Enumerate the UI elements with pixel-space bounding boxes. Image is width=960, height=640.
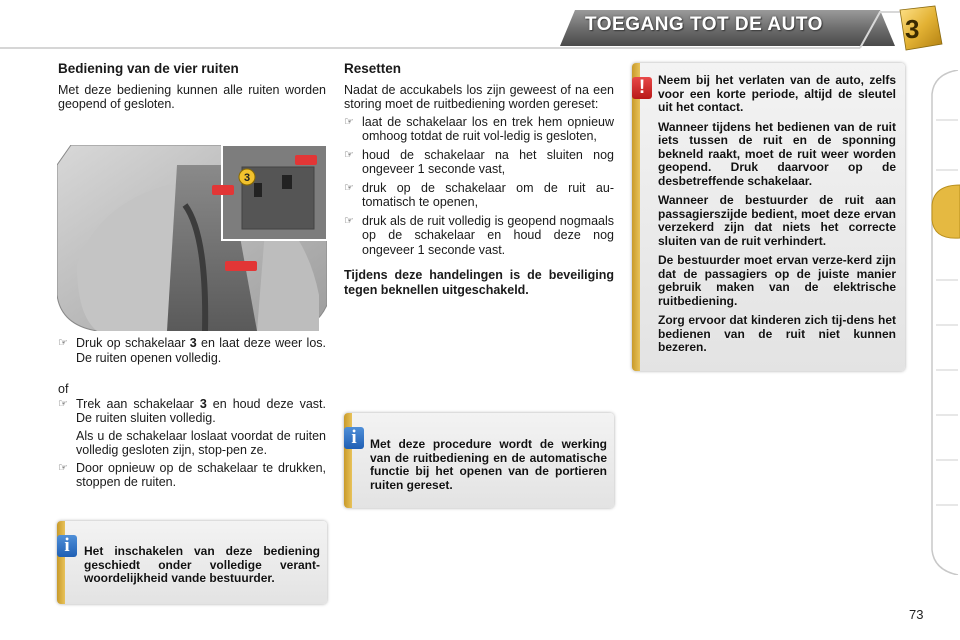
hand-pointer-icon: ☞ <box>58 337 68 349</box>
warning-2: Wanneer tijdens het bedienen van de ruit iets tussen de ruit en de sponning bekneld raakt, moet de ruit weer worden geopend. Druk daarvoor op de desbetreffende schakelaar. <box>658 119 896 188</box>
warning-box <box>632 63 905 371</box>
step2-text-b: en houd deze vast. De ruiten sluiten volledig. <box>76 396 327 425</box>
or-separator: of <box>58 382 69 396</box>
reset-step-4-text: druk als de ruit volledig is geopend nogmaals op de schakelaar en houd deze nog ongeveer 1 seconde vast. <box>362 213 614 257</box>
warning-icon: ! <box>632 77 652 99</box>
reset-intro: Nadat de accukabels los zijn geweest of na een storing moet de ruitbediening worden gereset: <box>344 82 614 111</box>
section-heading-reset: Resetten <box>344 61 402 76</box>
active-chapter-tab[interactable] <box>932 185 960 238</box>
chapter-tabs <box>928 70 960 575</box>
info-icon: i <box>344 427 364 449</box>
info-box-accent-bar <box>57 521 65 604</box>
warning-4: De bestuurder moet ervan verze-kerd zijn dat de passagiers op de juiste manier gebruik maken van de elektrische ruitbediening. <box>658 253 896 308</box>
callout-3-label: 3 <box>243 172 251 184</box>
hand-pointer-icon: ☞ <box>58 461 68 474</box>
red-switch-mid <box>212 185 234 195</box>
info-box-reset-text: Met deze procedure wordt de werking van de ruitbediening en de automatische functie bij het openen van de portieren ruiten gereset. <box>370 437 607 492</box>
left-intro: Met deze bediening kunnen alle ruiten worden geopend of gesloten. <box>58 82 326 111</box>
reset-bold-note: Tijdens deze handelingen is de beveiliging tegen beknellen uitgeschakeld. <box>344 268 614 297</box>
car-console-image <box>57 145 327 331</box>
reset-step-3-text: druk op de schakelaar om de ruit au-tomatisch te openen, <box>362 180 614 209</box>
middle-column <box>344 62 614 297</box>
chapter-number: 3 <box>905 14 920 44</box>
reset-step-1 <box>344 115 614 144</box>
hand-pointer-icon: ☞ <box>344 148 354 161</box>
section-heading-windows: Bediening van de vier ruiten <box>58 61 239 76</box>
step-pull-switch <box>58 397 326 426</box>
red-switch-top <box>295 155 317 165</box>
step2-switch-num: 3 <box>199 396 207 411</box>
step1-text-b: en laat deze weer los. De ruiten openen volledig. <box>76 336 326 365</box>
hand-pointer-icon: ☞ <box>344 181 354 194</box>
info-icon: i <box>57 535 77 557</box>
warning-box-accent-bar <box>632 63 640 371</box>
red-switch-bottom <box>225 261 257 271</box>
reset-step-2 <box>344 148 614 177</box>
chapter-tab-strip <box>928 70 960 575</box>
reset-step-3 <box>344 181 614 210</box>
step2-note: Als u de schakelaar loslaat voordat de ruiten volledig gesloten zijn, stop-pen ze. <box>76 428 326 457</box>
left-column <box>58 62 326 112</box>
reset-step-4 <box>344 214 614 258</box>
left-steps <box>58 336 326 490</box>
step2-text-a: Trek aan schakelaar <box>76 396 200 411</box>
step3-text: Door opnieuw op de schakelaar te drukken, stoppen de ruiten. <box>76 460 326 489</box>
warning-3: Wanneer de bestuurder de ruit aan passagierszijde bedient, moet deze ervan verzekerd zijn dat niets het correcte sluiten van de ruit verhindert. <box>658 193 896 248</box>
page-header <box>0 0 960 54</box>
warning-5: Zorg ervoor dat kinderen zich tij-dens het bedienen van de ruit niet kunnen bezeren. <box>658 313 896 354</box>
info-box-activation-text: Het inschakelen van deze bediening geschiedt onder volledige verant-woordelijkheid vande bestuurder. <box>84 544 320 585</box>
reset-step-1-text: laat de schakelaar los en trek hem opnieuw omhoog totdat de ruit vol-ledig is gesloten, <box>362 114 614 143</box>
info-box-reset <box>344 413 614 508</box>
hand-pointer-icon: ☞ <box>344 115 354 128</box>
window-switch-illustration <box>57 145 327 331</box>
step-press-switch <box>58 336 326 365</box>
warning-text-block <box>658 74 896 355</box>
warning-1: Neem bij het verlaten van de auto, zelfs voor een korte periode, altijd de sleutel uit het contact. <box>658 73 896 114</box>
reset-step-2-text: houd de schakelaar na het sluiten nog ongeveer 1 seconde vast, <box>362 147 614 176</box>
page-title: TOEGANG TOT DE AUTO <box>585 14 823 35</box>
page-number: 73 <box>909 607 924 622</box>
hand-pointer-icon: ☞ <box>58 397 68 410</box>
step1-text-a: Druk op schakelaar <box>76 336 190 350</box>
step1-switch-num: 3 <box>189 336 197 350</box>
step-press-again <box>58 461 326 490</box>
info-box-activation <box>57 521 327 604</box>
hand-pointer-icon: ☞ <box>344 214 354 227</box>
